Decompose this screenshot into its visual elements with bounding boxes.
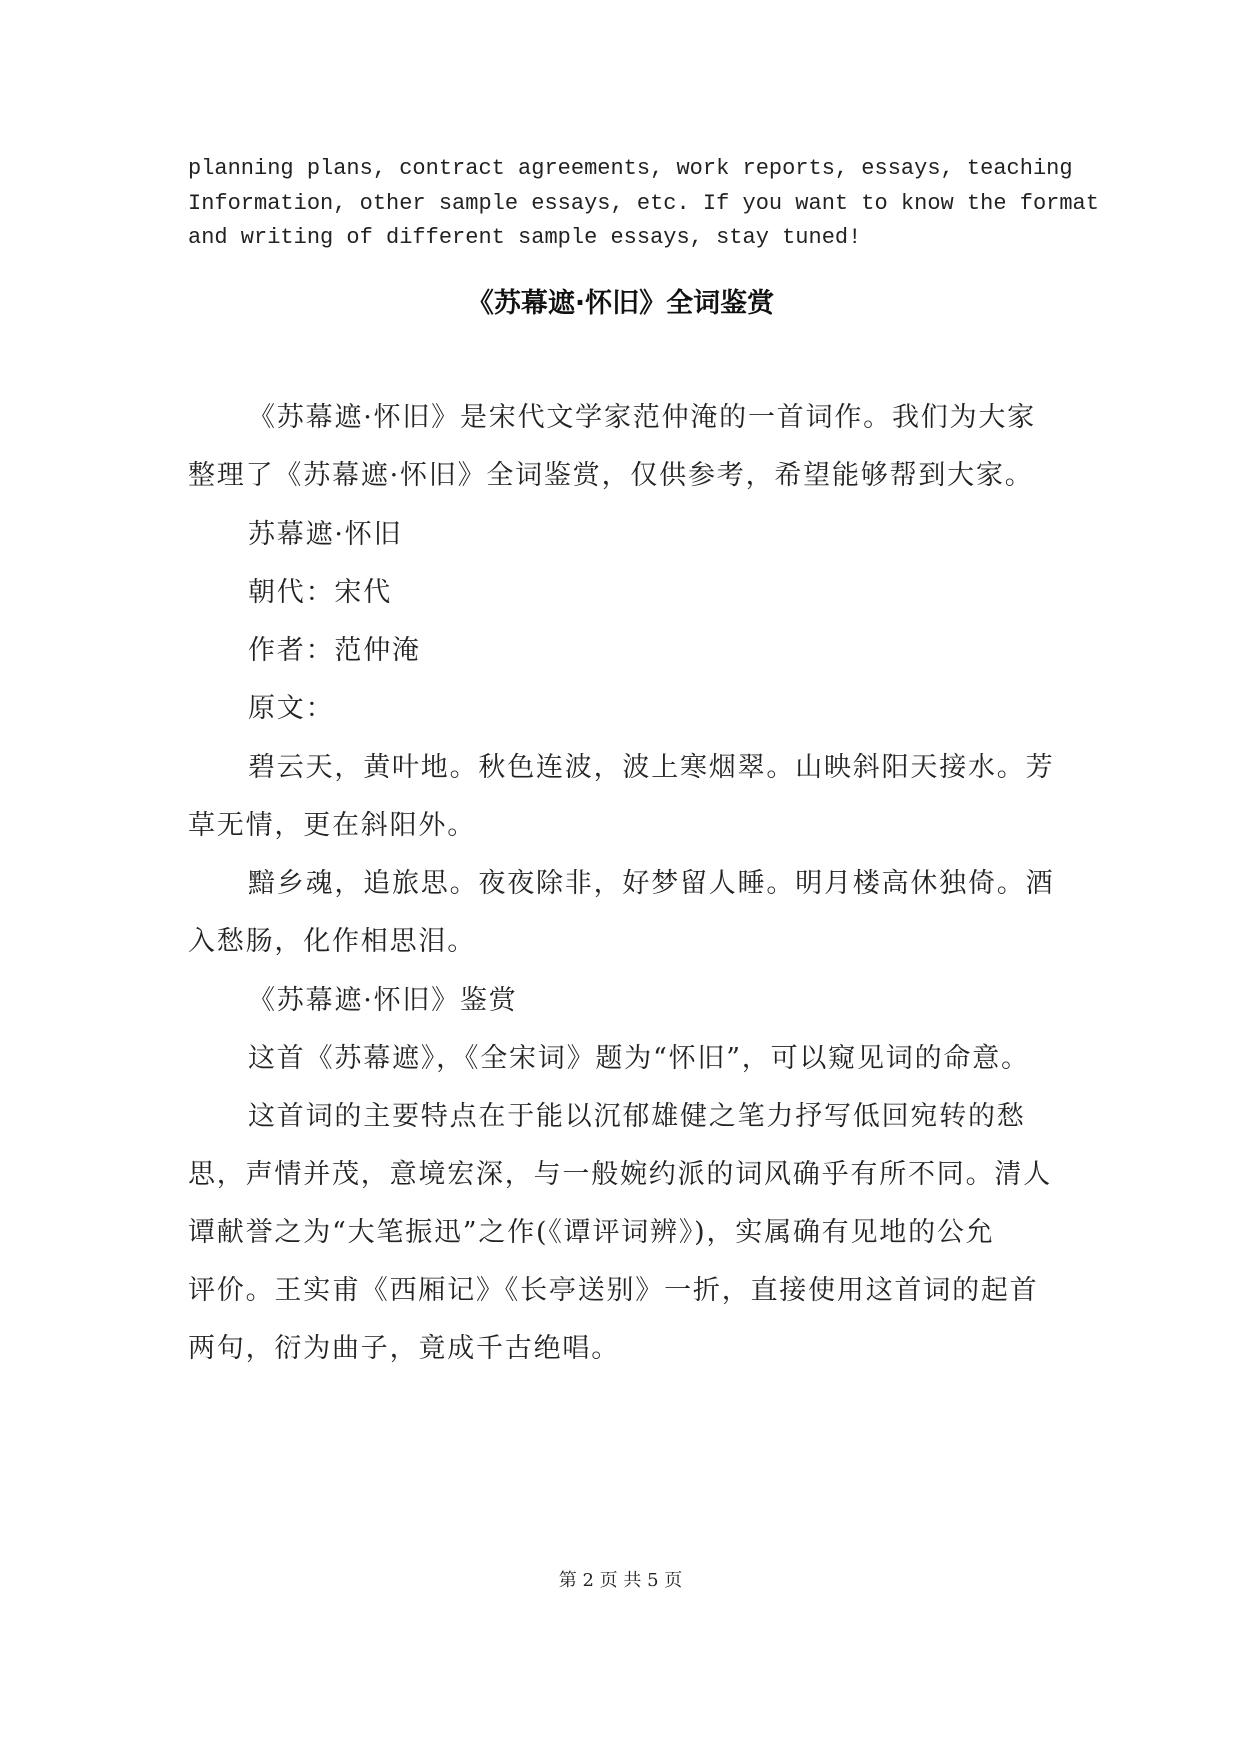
body-line: 《苏幕遮·怀旧》是宋代文学家范仲淹的一首词作。我们为大家 (248, 402, 1036, 433)
appreciation-heading: 《苏幕遮·怀旧》鉴赏 (248, 985, 518, 1016)
body-line: 整理了《苏幕遮·怀旧》全词鉴赏，仅供参考，希望能够帮到大家。 (188, 460, 1034, 491)
body-line: 这首《苏幕遮》，《全宋词》题为“怀旧”，可以窥见词的命意。 (248, 1043, 1030, 1074)
page-footer: 第 2 页 共 5 页 (558, 1570, 683, 1591)
intro-line: and writing of different sample essays, stay tuned! (188, 225, 862, 250)
intro-paragraph (188, 152, 1099, 256)
body-line: 两句，衍为曲子，竟成千古绝唱。 (188, 1333, 620, 1364)
intro-line: Information, other sample essays, etc. If you want to know the format (188, 190, 1099, 216)
intro-line: planning plans, contract agreements, work reports, essays, teaching (188, 156, 1073, 181)
body-line: 这首词的主要特点在于能以沉郁雄健之笔力抒写低回宛转的愁 (248, 1101, 1026, 1132)
poem-author: 作者：范仲淹 (248, 635, 421, 666)
poem-line: 入愁肠，化作相思泪。 (188, 926, 476, 957)
original-text-heading: 原文： (248, 693, 335, 724)
article-title: 《苏幕遮·怀旧》全词鉴赏 (466, 288, 775, 319)
poem-line: 碧云天，黄叶地。秋色连波，波上寒烟翠。山映斜阳天接水。芳 (248, 752, 1055, 783)
body-line: 评价。王实甫《西厢记》《长亭送别》一折，直接使用这首词的起首 (188, 1275, 1039, 1306)
poem-dynasty: 朝代：宋代 (248, 577, 392, 608)
poem-line: 草无情，更在斜阳外。 (188, 810, 476, 841)
poem-title: 苏幕遮·怀旧 (248, 519, 403, 550)
body-line: 谭献誉之为“大笔振迅”之作(《谭评词辨》)，实属确有见地的公允 (188, 1217, 995, 1248)
poem-line: 黯乡魂，追旅思。夜夜除非，好梦留人睡。明月楼高休独倚。酒 (248, 868, 1055, 899)
body-line: 思，声情并茂，意境宏深，与一般婉约派的词风确乎有所不同。清人 (188, 1159, 1052, 1190)
